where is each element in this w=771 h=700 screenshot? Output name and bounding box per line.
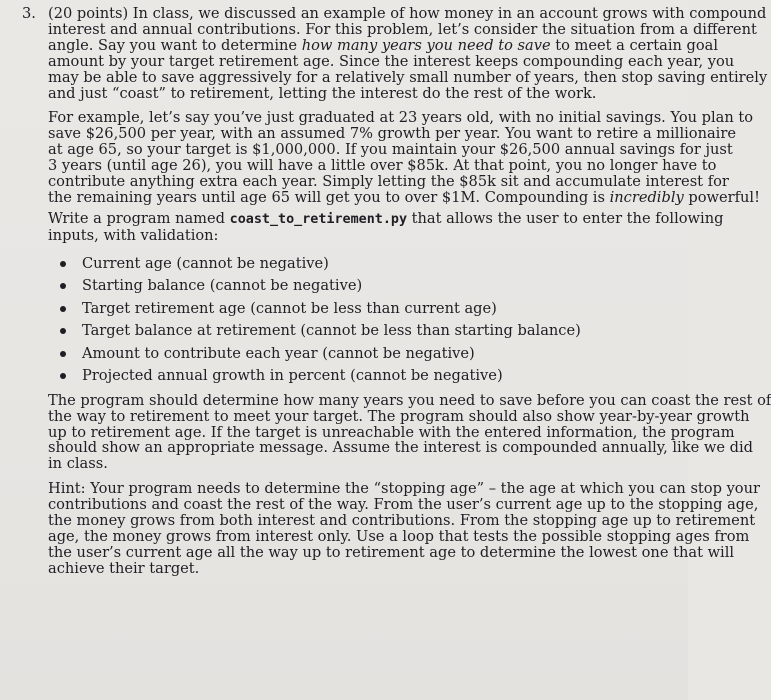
program-line: Write a program named coast_to_retirement.py that allows the user to enter the following: [48, 209, 724, 227]
emphasis-text: incredibly: [609, 188, 684, 206]
requirements-line: up to retirement age. If the target is unreachable with the entered information, the program: [48, 423, 735, 441]
intro-line: may be able to save aggressively for a relatively small number of years, then stop saving entirely: [48, 68, 768, 86]
list-item: Target retirement age (cannot be less than current age): [82, 298, 666, 321]
intro-line: and just “coast” to retirement, letting the interest do the rest of the work.: [48, 84, 597, 102]
program-paragraph: [22, 209, 724, 244]
list-item: Current age (cannot be negative): [82, 253, 666, 276]
requirements-line: The program should determine how many years you need to save before you can coast the rest of: [48, 391, 771, 409]
intro-line: amount by your target retirement age. Since the interest keeps compounding each year, you: [48, 52, 735, 70]
example-line: the remaining years until age 65 will get you to over $1M. Compounding is incredibly powerful!: [48, 188, 760, 206]
example-line: save $26,500 per year, with an assumed 7% growth per year. You want to retire a millionaire: [48, 125, 736, 143]
example-paragraph: [22, 109, 760, 206]
hint-line: the user’s current age all the way up to retirement age to determine the lowest one that will: [48, 543, 735, 561]
problem-number: 3.: [22, 5, 36, 22]
hint-line: achieve their target.: [48, 559, 200, 577]
list-item: Starting balance (cannot be negative): [82, 275, 666, 298]
list-item: Target balance at retirement (cannot be less than starting balance): [82, 320, 666, 343]
requirements-paragraph: [22, 391, 771, 473]
list-item: Projected annual growth in percent (cannot be negative): [82, 365, 666, 388]
hint-line: age, the money grows from interest only. Use a loop that tests the possible stopping ages from: [48, 527, 750, 545]
filename: coast_to_retirement.py: [229, 211, 408, 227]
hint-line: the money grows from both interest and contributions. From the stopping age up to retirement: [48, 512, 756, 530]
intro-line: interest and annual contributions. For this problem, let’s consider the situation from a different: [48, 20, 757, 38]
hint-line: Hint: Your program needs to determine the “stopping age” – the age at which you can stop your: [48, 480, 760, 498]
intro-line: 3. (20 points) In class, we discussed an example of how money in an account grows with compound: [22, 5, 767, 22]
input-list: [22, 253, 666, 388]
hint-paragraph: [22, 480, 760, 577]
hint-line: contributions and coast the rest of the way. From the user’s current age up to the stopping age,: [48, 496, 759, 514]
requirements-line: the way to retirement to meet your target. The program should also show year-by-year growth: [48, 407, 750, 425]
intro-paragraph: [22, 5, 768, 102]
example-line: 3 years (until age 26), you will have a little over $85k. At that point, you no longer have to: [48, 157, 717, 175]
example-line: contribute anything extra each year. Simply letting the $85k sit and accumulate interest for: [48, 173, 729, 191]
requirements-line: in class.: [48, 455, 108, 473]
program-line: inputs, with validation:: [48, 226, 219, 244]
list-item: Amount to contribute each year (cannot be negative): [82, 343, 666, 366]
example-line: For example, let’s say you’ve just graduated at 23 years old, with no initial savings. You plan to: [48, 109, 754, 127]
intro-line: angle. Say you want to determine how many years you need to save to meet a certain goal: [48, 36, 719, 54]
emphasis-text: how many years you need to save: [301, 36, 551, 54]
example-line: at age 65, so your target is $1,000,000. If you maintain your $26,500 annual savings for just: [48, 141, 733, 159]
requirements-line: should show an appropriate message. Assume the interest is compounded annually, like we did: [48, 439, 753, 457]
